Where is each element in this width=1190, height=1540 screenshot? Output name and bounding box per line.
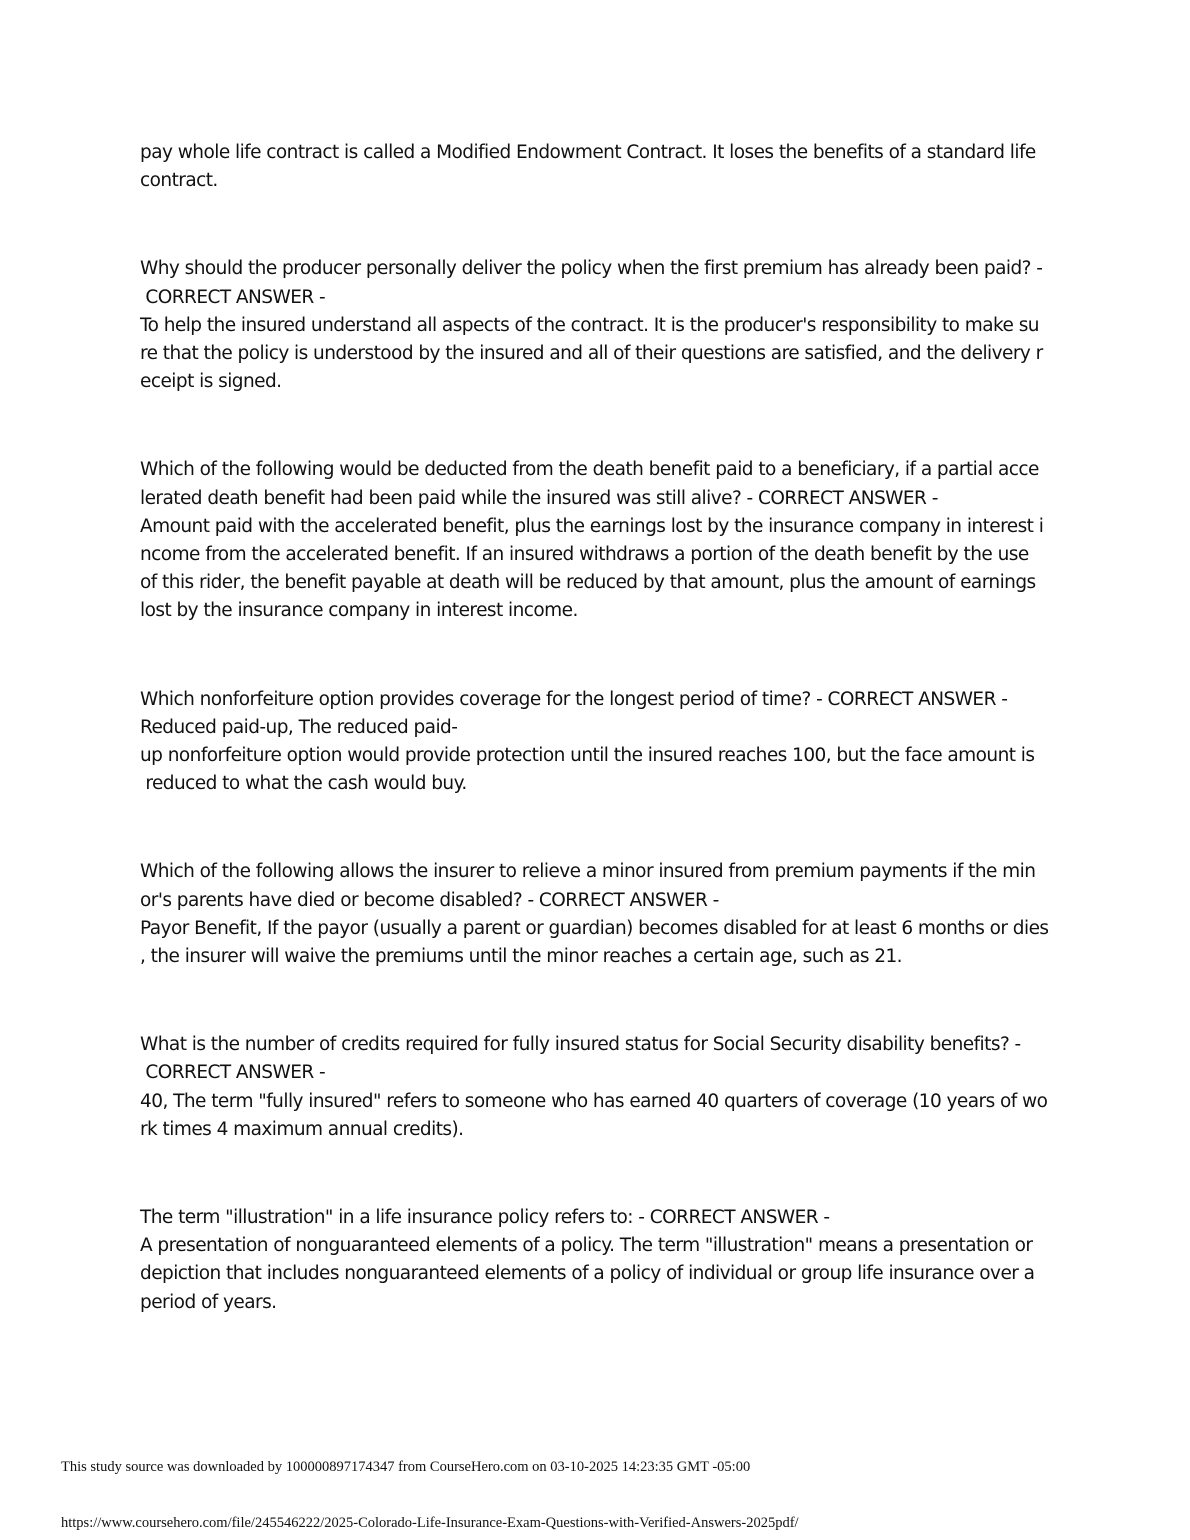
qa-block-continuation — [140, 139, 1055, 195]
question-line: CORRECT ANSWER - — [140, 286, 326, 308]
answer-line: period of years. — [140, 1291, 277, 1313]
answer-line: To help the insured understand all aspects of the contract. It is the producer's responsibility to make su — [140, 314, 1039, 336]
answer-line: 40, The term "fully insured" refers to someone who has earned 40 quarters of coverage (10 years of wo — [140, 1090, 1048, 1112]
answer-line: reduced to what the cash would buy. — [140, 773, 467, 795]
answer-line: eceipt is signed. — [140, 371, 282, 393]
answer-line: depiction that includes nonguaranteed elements of a policy of individual or group life insurance over a — [140, 1263, 1035, 1285]
download-notice: This study source was downloaded by 100000897174347 from CourseHero.com on 03-10-2025 14:23:35 GMT -05:00 — [61, 1459, 751, 1475]
source-url: https://www.coursehero.com/file/245546222/2025-Colorado-Life-Insurance-Exam-Questions-with-Verified-Answers-2025pdf/ — [61, 1515, 799, 1531]
answer-line: ncome from the accelerated benefit. If an insured withdraws a portion of the death benefit by the use — [140, 544, 1029, 566]
qa-block — [140, 1031, 1055, 1144]
question-line: lerated death benefit had been paid while the insured was still alive? - CORRECT ANSWER - — [140, 487, 938, 509]
qa-block — [140, 1204, 1055, 1317]
answer-line: rk times 4 maximum annual credits). — [140, 1118, 464, 1140]
question-line: Which nonforfeiture option provides coverage for the longest period of time? - CORRECT ANSWER - — [140, 688, 1008, 710]
answer-line: Amount paid with the accelerated benefit, plus the earnings lost by the insurance company in interest i — [140, 515, 1044, 537]
answer-line: A presentation of nonguaranteed elements of a policy. The term "illustration" means a presentation or — [140, 1235, 1033, 1257]
answer-line: Reduced paid-up, The reduced paid- — [140, 716, 458, 738]
qa-block — [140, 255, 1055, 396]
question-line: Which of the following would be deducted from the death benefit paid to a beneficiary, if a partial acce — [140, 459, 1039, 481]
qa-block — [140, 456, 1055, 625]
document-body — [140, 139, 1055, 1317]
answer-line: re that the policy is understood by the insured and all of their questions are satisfied, and the delivery r — [140, 343, 1043, 365]
answer-line: of this rider, the benefit payable at death will be reduced by that amount, plus the amount of earnings — [140, 572, 1036, 594]
question-line: Why should the producer personally deliver the policy when the first premium has already been paid? - — [140, 258, 1043, 280]
qa-block — [140, 686, 1055, 799]
text-line: pay whole life contract is called a Modified Endowment Contract. It loses the benefits of a standard life — [140, 142, 1036, 163]
question-line: CORRECT ANSWER - — [140, 1062, 326, 1084]
answer-line: lost by the insurance company in interest income. — [140, 600, 578, 622]
answer-line: Payor Benefit, If the payor (usually a parent or guardian) becomes disabled for at least 6 months or dies — [140, 917, 1049, 939]
question-line: or's parents have died or become disabled? - CORRECT ANSWER - — [140, 889, 719, 911]
question-line: Which of the following allows the insurer to relieve a minor insured from premium payments if the min — [140, 861, 1036, 883]
answer-line: , the insurer will waive the premiums until the minor reaches a certain age, such as 21. — [140, 946, 903, 968]
question-line: The term "illustration" in a life insurance policy refers to: - CORRECT ANSWER - — [140, 1207, 830, 1229]
qa-block — [140, 858, 1055, 971]
answer-line: up nonforfeiture option would provide protection until the insured reaches 100, but the face amount is — [140, 745, 1035, 767]
question-line: What is the number of credits required for fully insured status for Social Security disability benefits? - — [140, 1034, 1021, 1056]
text-line: contract. — [140, 170, 218, 192]
